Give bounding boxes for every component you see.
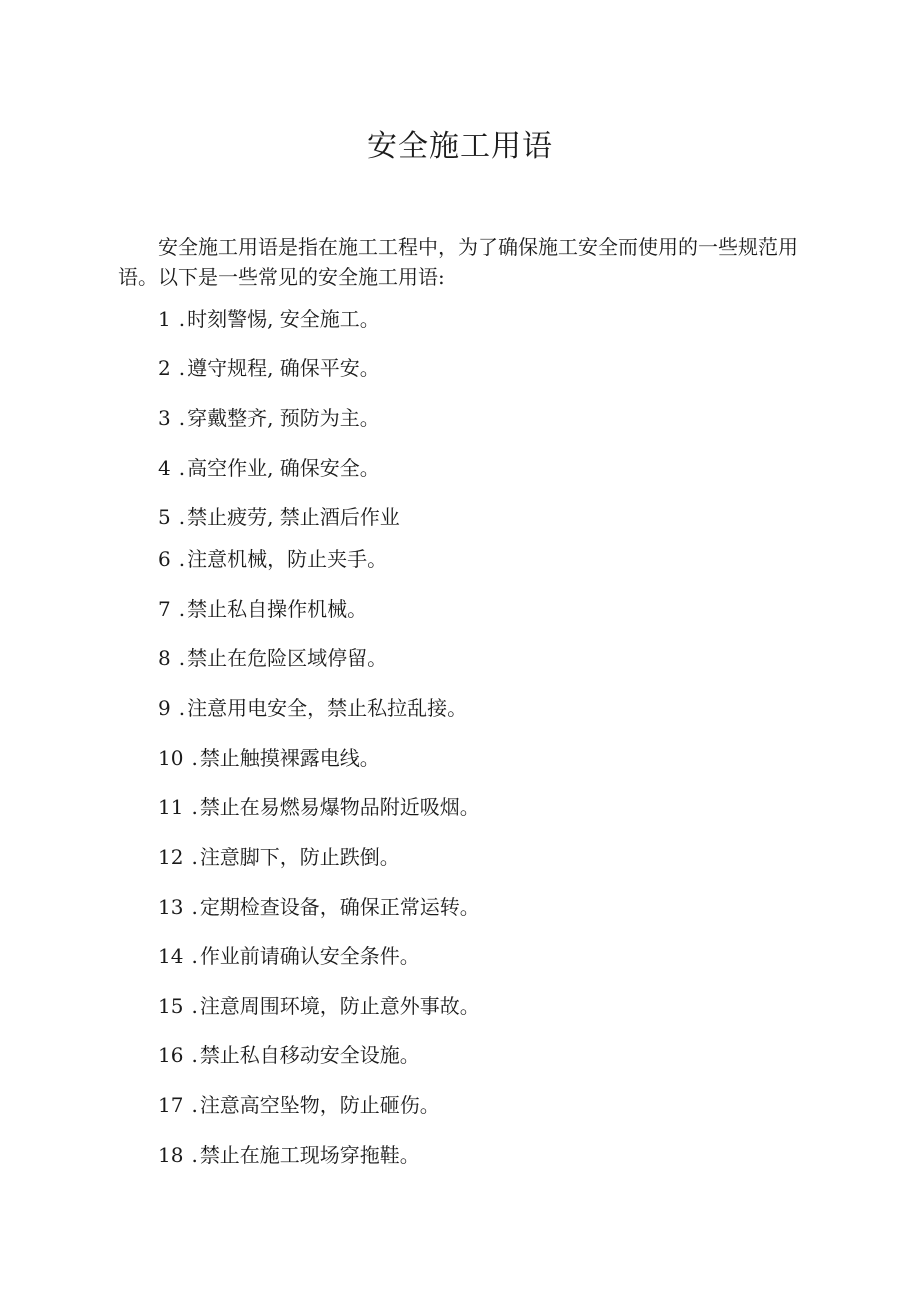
list-item-text: 禁止私自操作机械。 (187, 597, 368, 621)
list-item (158, 1041, 420, 1069)
list-item (158, 305, 380, 333)
list-item-separator: . (191, 845, 198, 869)
list-item (158, 404, 380, 432)
list-item-text: 注意高空坠物，防止砸伤。 (199, 1093, 440, 1117)
list-item-number: 3 (158, 406, 171, 430)
list-item (158, 992, 480, 1020)
list-item-separator: . (178, 307, 186, 331)
list-item-text: 时刻警惕, 安全施工。 (187, 307, 380, 331)
list-item-number: 8 (158, 646, 171, 670)
list-item-text: 作业前请确认安全条件。 (199, 944, 420, 968)
list-item (158, 1141, 420, 1169)
list-item-separator: . (191, 1043, 198, 1067)
list-item-number: 11 (158, 795, 184, 819)
list-item (158, 595, 367, 623)
list-item-number: 7 (158, 597, 171, 621)
list-item-separator: . (178, 696, 186, 720)
page-title: 安全施工用语 (367, 129, 553, 164)
list-item-text: 禁止私自移动安全设施。 (199, 1043, 420, 1067)
list-item-separator: . (178, 547, 186, 571)
list-item-number: 13 (158, 895, 184, 919)
list-item-text: 注意脚下，防止跌倒。 (199, 845, 400, 869)
list-item-number: 6 (158, 547, 171, 571)
list-item-text: 注意机械，防止夹手。 (187, 547, 388, 571)
list-item (158, 644, 387, 672)
list-item-number: 2 (158, 356, 171, 380)
list-item (158, 694, 467, 722)
list-item-text: 禁止疲劳, 禁止酒后作业 (187, 505, 400, 529)
list-item (158, 893, 480, 921)
list-item-separator: . (191, 1093, 198, 1117)
list-item (158, 843, 400, 871)
list-item (158, 545, 387, 573)
list-item-text: 高空作业, 确保安全。 (187, 456, 380, 480)
list-item-text: 禁止在危险区域停留。 (187, 646, 388, 670)
list-item (158, 744, 380, 772)
list-item-separator: . (178, 597, 186, 621)
intro-paragraph: 安全施工用语是指在施工工程中，为了确保施工安全而使用的一些规范用语。以下是一些常见的安全施工用语: (118, 235, 798, 289)
list-item-separator: . (178, 505, 186, 529)
list-item-separator: . (191, 994, 198, 1018)
list-item-text: 注意周围环境，防止意外事故。 (199, 994, 480, 1018)
list-item-separator: . (191, 1143, 198, 1167)
list-item-text: 禁止在易燃易爆物品附近吸烟。 (199, 795, 480, 819)
list-item-number: 1 (158, 307, 171, 331)
list-item-number: 14 (158, 944, 184, 968)
list-item-text: 定期检查设备，确保正常运转。 (199, 895, 480, 919)
list-item-separator: . (191, 746, 198, 770)
list-item-number: 17 (158, 1093, 184, 1117)
list-item-separator: . (191, 944, 198, 968)
list-item (158, 793, 480, 821)
list-item (158, 354, 380, 382)
list-item-text: 注意用电安全，禁止私拉乱接。 (187, 696, 468, 720)
list-item-text: 禁止触摸裸露电线。 (199, 746, 380, 770)
list-item (158, 454, 380, 482)
list-item-separator: . (178, 646, 186, 670)
list-item (158, 503, 400, 531)
list-item-text: 穿戴整齐, 预防为主。 (187, 406, 380, 430)
list-item-number: 15 (158, 994, 184, 1018)
list-item-number: 4 (158, 456, 171, 480)
list-item (158, 1091, 440, 1119)
list-item-number: 10 (158, 746, 184, 770)
list-item (158, 942, 420, 970)
list-item-separator: . (191, 795, 198, 819)
list-item-number: 12 (158, 845, 184, 869)
list-item-number: 18 (158, 1143, 184, 1167)
list-item-separator: . (178, 456, 186, 480)
list-item-number: 16 (158, 1043, 184, 1067)
list-item-separator: . (178, 406, 186, 430)
list-item-number: 9 (158, 696, 171, 720)
list-item-separator: . (191, 895, 198, 919)
list-item-number: 5 (158, 505, 171, 529)
list-item-text: 遵守规程, 确保平安。 (187, 356, 380, 380)
list-item-text: 禁止在施工现场穿拖鞋。 (199, 1143, 420, 1167)
list-item-separator: . (178, 356, 186, 380)
